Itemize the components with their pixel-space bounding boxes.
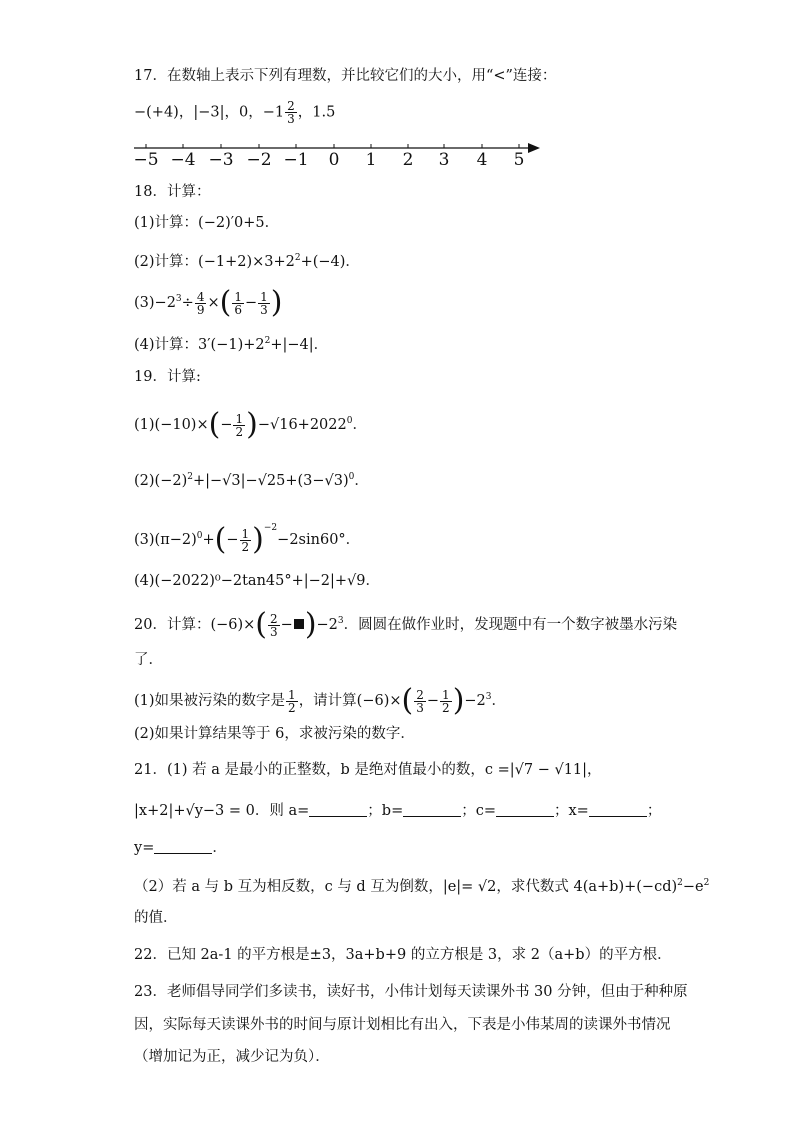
q20-stem-cont: 了． bbox=[134, 652, 163, 668]
q19-p1-c: ． bbox=[352, 417, 367, 433]
q20-frac-num: 2 bbox=[270, 611, 278, 626]
number-line-label: 5 bbox=[513, 150, 525, 170]
number-line bbox=[130, 138, 550, 172]
q18-p2-exp: 2 bbox=[294, 253, 301, 263]
q18-p3-times: × bbox=[207, 295, 220, 311]
q20-p1-f3-den: 2 bbox=[442, 700, 450, 715]
q20-p1-f2-num: 2 bbox=[416, 687, 424, 702]
q18-title: 18．计算： bbox=[134, 184, 211, 200]
q18-p3-div: ÷ bbox=[181, 295, 194, 311]
q19-p1-lparen: ( bbox=[208, 407, 221, 442]
q21-p2-a: （2）若 a 与 b 互为相反数，c 与 d 互为倒数，|e|= √2，求代数式 4(a+b)+(−cd) bbox=[134, 879, 678, 895]
ink-blot-square bbox=[294, 619, 304, 629]
q17-frac-num: 2 bbox=[287, 99, 295, 113]
q18-p3-minus: − bbox=[244, 295, 258, 311]
number-line-label: −2 bbox=[246, 150, 272, 170]
number-line-label: 1 bbox=[365, 150, 377, 170]
q21-line2-end: ； bbox=[646, 803, 662, 819]
q19-p1-frac bbox=[233, 413, 245, 438]
q21-part2 bbox=[134, 873, 709, 897]
q21-b-label: ；b= bbox=[367, 803, 404, 819]
q20-rparen: ) bbox=[304, 607, 317, 642]
q19-p3-exp2: −2 bbox=[263, 523, 278, 533]
q19-p3-a: (3)(π−2) bbox=[134, 532, 197, 548]
q19-p1-exp: 0 bbox=[346, 416, 353, 426]
answer-blank-x[interactable] bbox=[589, 802, 647, 817]
q19-p2-b: +|−√3|−√25+(3−√3) bbox=[192, 473, 349, 489]
q19-title: 19．计算: bbox=[134, 369, 201, 385]
q20-lparen: ( bbox=[255, 607, 268, 642]
answer-blank-a[interactable] bbox=[309, 802, 367, 817]
q19-p3-c: −2sin60°． bbox=[277, 532, 361, 548]
q18-part1: (1)计算：(−2)′0+5． bbox=[134, 215, 280, 231]
q19-p2-exp: 2 bbox=[187, 472, 193, 482]
q20-stem-c: ．圆圆在做作业时，发现题中有一个数字被墨水污染 bbox=[343, 617, 678, 633]
q19-p3-plus: + bbox=[202, 532, 215, 548]
q17-frac-den: 3 bbox=[287, 112, 295, 126]
q18-p2-a: (2)计算：(−1+2)×3+2 bbox=[134, 254, 295, 270]
number-line-arrow bbox=[528, 143, 540, 153]
q21-line3-end: ． bbox=[212, 840, 227, 856]
answer-blank-c[interactable] bbox=[496, 802, 554, 817]
q21-y-label: y= bbox=[134, 840, 155, 856]
number-line-label: 2 bbox=[402, 150, 414, 170]
q18-p3-f2-num: 1 bbox=[234, 289, 242, 304]
q21-line3 bbox=[134, 838, 227, 858]
q18-p3-exp: 3 bbox=[175, 294, 182, 304]
q23-line1: 23．老师倡导同学们多读书，读好书，小伟计划每天读课外书 30 分钟，但由于种种原 bbox=[134, 984, 688, 1000]
number-line-label: −1 bbox=[283, 150, 309, 170]
q20-p1-f1-num: 1 bbox=[288, 687, 296, 702]
q23-line2: 因，实际每天读课外书的时间与原计划相比有出入，下表是小伟某周的读课外书情况 bbox=[134, 1017, 671, 1033]
q18-p4-a: (4)计算：3′(−1)+2 bbox=[134, 337, 265, 353]
q18-part2 bbox=[134, 248, 360, 272]
q18-p3-lparen: ( bbox=[219, 285, 232, 320]
q19-p1-b: −√16+2022 bbox=[257, 417, 347, 433]
q17-stem: 17．在数轴上表示下列有理数，并比较它们的大小，用“<”连接： bbox=[134, 68, 557, 84]
q18-p3-f2-den: 6 bbox=[234, 302, 242, 317]
answer-blank-y[interactable] bbox=[154, 839, 212, 854]
q19-p3-lparen: ( bbox=[214, 522, 227, 557]
q18-p3-a: (3)−2 bbox=[134, 295, 176, 311]
q18-p3-f1-num: 4 bbox=[196, 289, 205, 304]
q20-part1: (1)如果被污染的数字是 $\frac{1}{2}$ ，请计算(−6)×( $\frac{2}{3}$ − $\frac{1}{2}$ )$-2^3$． bbox=[134, 683, 507, 718]
q19-p1-num: 1 bbox=[235, 411, 244, 426]
q18-part4 bbox=[134, 331, 328, 355]
q19-p2-exp2: 0 bbox=[348, 472, 355, 482]
q20-p1-rparen: ) bbox=[452, 683, 465, 718]
q23-line3: （增加记为正，减少记为负）． bbox=[134, 1049, 330, 1065]
q17-numbers bbox=[134, 100, 335, 125]
q19-p3-exp: 0 bbox=[196, 531, 203, 541]
q18-p3-frac3 bbox=[258, 291, 270, 316]
q19-part1: (1)(−10)×(− $\frac{1}{2}$ )$-√16+2022^0$． bbox=[134, 407, 367, 442]
q19-p2-c: ． bbox=[354, 473, 369, 489]
q20-exp: 3 bbox=[337, 616, 344, 626]
q20-stem-a: 20．计算：(−6)× bbox=[134, 617, 256, 633]
q20-p1-d: ． bbox=[491, 693, 507, 709]
q19-p1-a: (1)(−10)× bbox=[134, 417, 209, 433]
q21-line2 bbox=[134, 801, 661, 821]
q19-part2 bbox=[134, 467, 369, 491]
q19-p3-frac bbox=[240, 528, 252, 553]
q20-p1-frac3 bbox=[440, 689, 452, 714]
q19-p1-den: 2 bbox=[235, 424, 244, 439]
number-line-label: 4 bbox=[476, 150, 488, 170]
q21-stem: 21．(1) 若 a 是最小的正整数，b 是绝对值最小的数，c =|√7 − √11|， bbox=[134, 762, 602, 778]
q19-p3-den: 2 bbox=[241, 539, 250, 554]
q18-p3-f3-num: 1 bbox=[260, 289, 268, 304]
q20-p1-exp: 3 bbox=[485, 692, 492, 702]
q20-stem: 20．计算：(−6)×( $\frac{2}{3}$ − )$-2^3$．圆圆在做作业时，发现题中有一个数字被墨水污染 bbox=[134, 607, 678, 642]
answer-blank-b[interactable] bbox=[403, 802, 461, 817]
q18-p3-rparen: ) bbox=[270, 285, 283, 320]
q18-part3 bbox=[134, 285, 283, 320]
q20-p1-frac2 bbox=[414, 689, 426, 714]
number-line-label: −5 bbox=[133, 150, 159, 170]
q19-p1-rparen: ) bbox=[246, 407, 258, 442]
q20-p1-b: ，请计算(−6)× bbox=[298, 693, 402, 709]
q18-p4-b: +|−4|． bbox=[270, 337, 329, 353]
q21-part2-cont: 的值． bbox=[134, 910, 178, 926]
q21-p2-b: −e bbox=[682, 879, 704, 895]
q18-p3-frac2 bbox=[232, 291, 244, 316]
number-line-label: −3 bbox=[208, 150, 234, 170]
q20-p1-f2-den: 3 bbox=[416, 700, 424, 715]
q19-part4: (4)(−2022)⁰−2tan45°+|−2|+√9． bbox=[134, 573, 381, 589]
q20-p1-f1-den: 2 bbox=[288, 700, 296, 715]
q21-a-label: |x+2|+√y−3 = 0．则 a= bbox=[134, 803, 310, 819]
q21-p2-exp: 2 bbox=[677, 878, 683, 888]
q20-p1-c: −2 bbox=[464, 693, 486, 709]
q17-numbers-a: −(+4)，|−3|，0，−1 bbox=[134, 104, 285, 121]
q20-p1-f3-num: 1 bbox=[442, 687, 450, 702]
q20-p1-a: (1)如果被污染的数字是 bbox=[134, 693, 286, 709]
q20-p1-frac1 bbox=[286, 689, 298, 714]
q18-p4-exp: 2 bbox=[264, 336, 271, 346]
q20-stem-b: −2 bbox=[316, 617, 338, 633]
q19-p3-rparen: ) bbox=[252, 522, 264, 557]
q20-part2: (2)如果计算结果等于 6，求被污染的数字． bbox=[134, 726, 415, 742]
q18-p2-b: +(−4)． bbox=[300, 254, 360, 270]
q21-x-label: ；x= bbox=[554, 803, 589, 819]
q18-p3-f3-den: 3 bbox=[260, 302, 268, 317]
q20-frac-den: 3 bbox=[270, 624, 278, 639]
q18-p3-f1-den: 9 bbox=[196, 302, 205, 317]
q20-frac bbox=[268, 613, 280, 638]
number-line-label: −4 bbox=[170, 150, 196, 170]
q21-p2-exp2: 2 bbox=[703, 878, 710, 888]
q19-part3: $(3)(\pi-2)^0+(-$ $\frac{1}{2}$ )$^{-2}$−2sin60°． bbox=[134, 522, 361, 557]
q17-fraction bbox=[285, 100, 297, 125]
number-line-label: 0 bbox=[328, 150, 340, 170]
q19-p3-num: 1 bbox=[241, 526, 250, 541]
q17-numbers-b: ，1.5 bbox=[297, 104, 336, 121]
number-line-label: 3 bbox=[438, 150, 450, 170]
q19-p2-a: (2)(−2) bbox=[134, 473, 188, 489]
q21-c-label: ；c= bbox=[461, 803, 496, 819]
q22-text: 22．已知 2a-1 的平方根是±3，3a+b+9 的立方根是 3，求 2（a+b）的平方根． bbox=[134, 947, 672, 963]
q20-p1-lparen: ( bbox=[401, 683, 414, 718]
q18-p3-frac1 bbox=[195, 291, 207, 316]
